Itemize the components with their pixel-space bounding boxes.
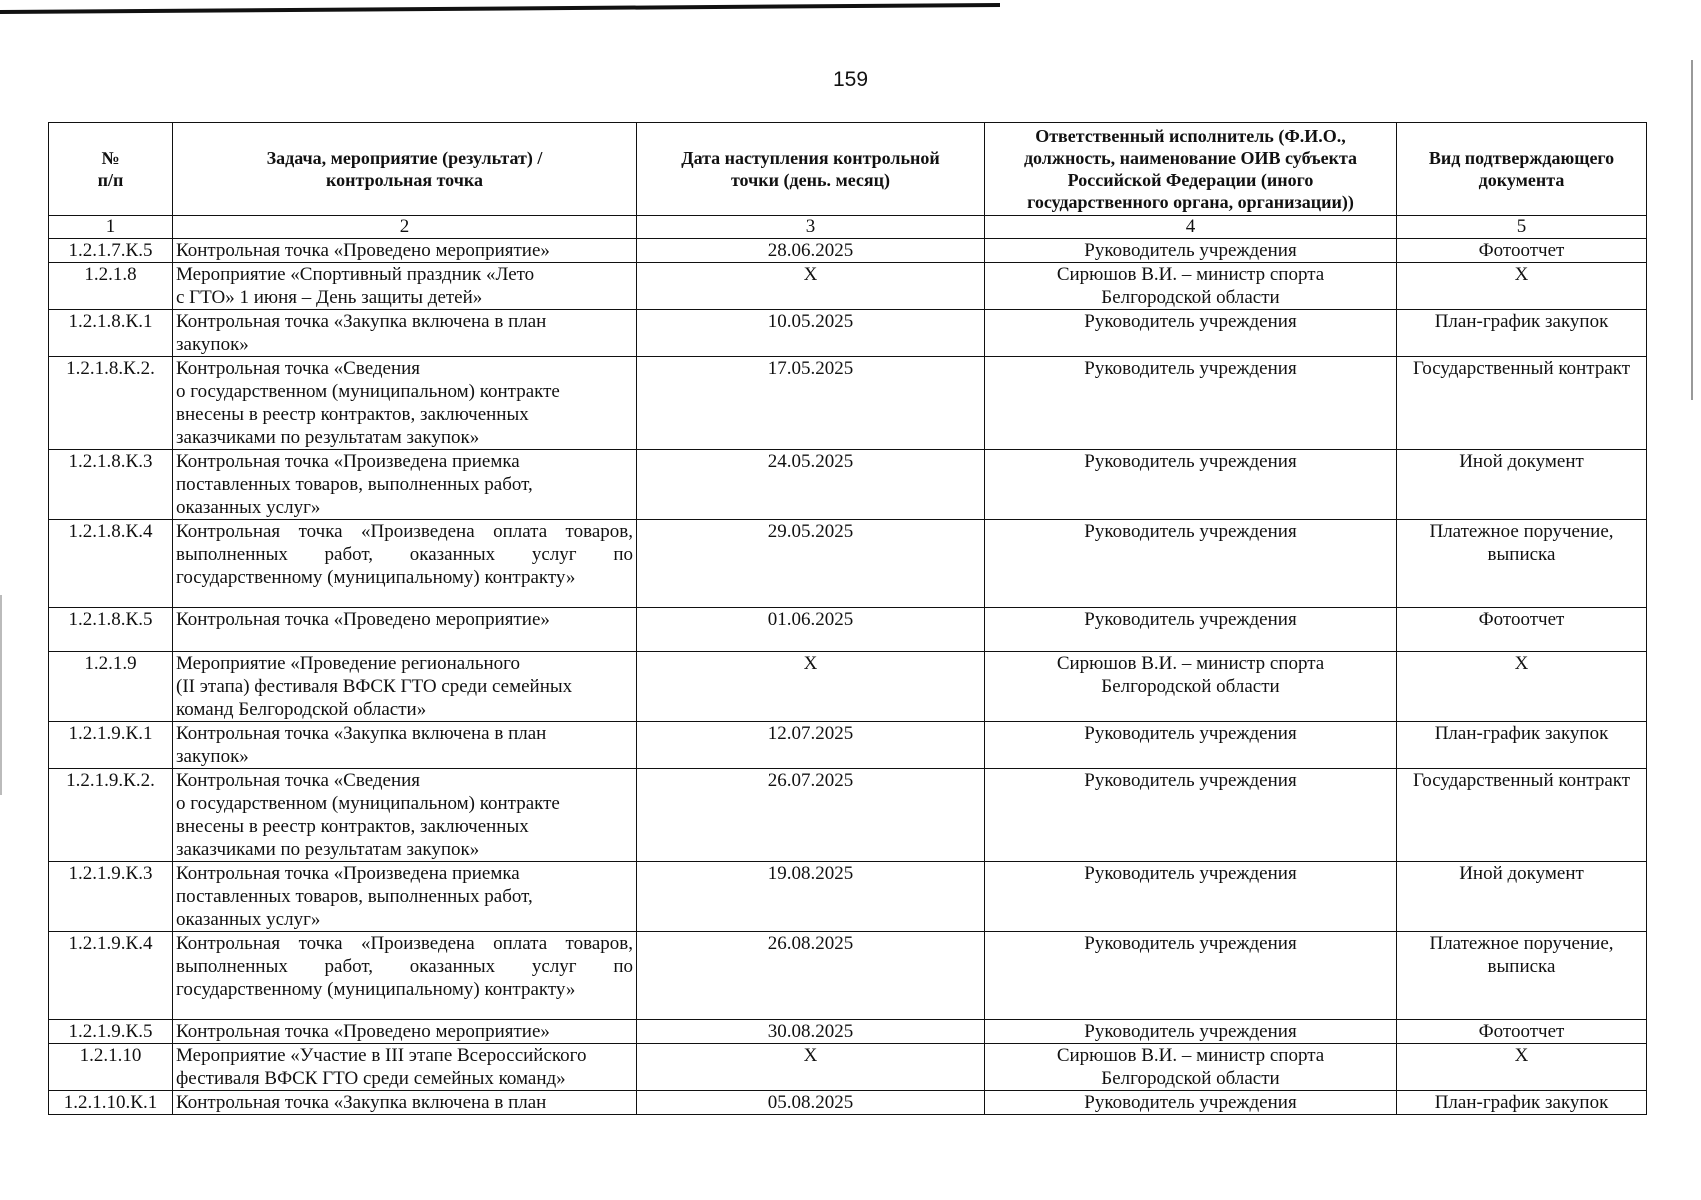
row-date: 29.05.2025 <box>637 520 985 608</box>
row-responsible: Руководитель учреждения <box>985 450 1397 520</box>
row-number: 1.2.1.9.К.4 <box>49 932 173 1020</box>
row-task: Контрольная точка «Закупка включена в план закупок» <box>173 722 637 769</box>
row-number: 1.2.1.10.К.1 <box>49 1091 173 1115</box>
row-task: Мероприятие «Спортивный праздник «Лето с ГТО» 1 июня – День защиты детей» <box>173 263 637 310</box>
row-task: Контрольная точка «Проведено мероприятие» <box>173 608 637 652</box>
table-row <box>49 1091 1647 1115</box>
header-date <box>637 123 985 216</box>
row-responsible: Руководитель учреждения <box>985 769 1397 862</box>
row-number: 1.2.1.8.К.3 <box>49 450 173 520</box>
row-document: Х <box>1397 1044 1647 1091</box>
control-points-table <box>48 122 1647 1115</box>
row-date: Х <box>637 263 985 310</box>
row-document: Иной документ <box>1397 450 1647 520</box>
row-number: 1.2.1.8 <box>49 263 173 310</box>
row-document: План-график закупок <box>1397 722 1647 769</box>
table-row <box>49 932 1647 1020</box>
row-document: План-график закупок <box>1397 310 1647 357</box>
table-row <box>49 239 1647 263</box>
header-label: Ответственный исполнитель (Ф.И.О., должность, наименование ОИВ субъекта Российской Федерации (иного государственного органа, организации)) <box>1023 126 1358 212</box>
row-task: Контрольная точка «Закупка включена в план закупок» <box>173 310 637 357</box>
row-responsible: Сирюшов В.И. – министр спорта Белгородской области <box>985 1044 1397 1091</box>
row-number: 1.2.1.7.К.5 <box>49 239 173 263</box>
table-row <box>49 722 1647 769</box>
row-date: 12.07.2025 <box>637 722 985 769</box>
row-responsible: Руководитель учреждения <box>985 357 1397 450</box>
row-date: 01.06.2025 <box>637 608 985 652</box>
header-label: Дата наступления контрольной точки (день. месяц) <box>681 148 940 190</box>
row-task: Контрольная точка «Произведена приемка поставленных товаров, выполненных работ, оказанных услуг» <box>173 862 637 932</box>
row-document: Государственный контракт <box>1397 357 1647 450</box>
row-date: 28.06.2025 <box>637 239 985 263</box>
table-row <box>49 450 1647 520</box>
column-number-row <box>49 216 1647 239</box>
row-date: 24.05.2025 <box>637 450 985 520</box>
table-row <box>49 1044 1647 1091</box>
row-responsible: Руководитель учреждения <box>985 932 1397 1020</box>
header-number <box>49 123 173 216</box>
column-number: 2 <box>173 216 637 239</box>
row-responsible: Руководитель учреждения <box>985 239 1397 263</box>
row-responsible: Руководитель учреждения <box>985 608 1397 652</box>
row-number: 1.2.1.8.К.4 <box>49 520 173 608</box>
row-date: 17.05.2025 <box>637 357 985 450</box>
row-document: Х <box>1397 652 1647 722</box>
scan-edge-line <box>0 595 2 795</box>
table-row <box>49 769 1647 862</box>
row-number: 1.2.1.8.К.1 <box>49 310 173 357</box>
row-date: Х <box>637 652 985 722</box>
row-number: 1.2.1.9.К.5 <box>49 1020 173 1044</box>
row-task: Контрольная точка «Произведена оплата товаров, выполненных работ, оказанных услуг по государственному (муниципальному) контракту» <box>173 520 637 608</box>
table-header-row <box>49 123 1647 216</box>
header-label: Задача, мероприятие (результат) / контрольная точка <box>266 148 543 190</box>
row-document: Фотоотчет <box>1397 608 1647 652</box>
row-number: 1.2.1.9 <box>49 652 173 722</box>
row-task: Контрольная точка «Проведено мероприятие» <box>173 1020 637 1044</box>
page-number: 159 <box>832 68 869 91</box>
row-date: 26.07.2025 <box>637 769 985 862</box>
row-document: Платежное поручение, выписка <box>1397 932 1647 1020</box>
row-document: Фотоотчет <box>1397 1020 1647 1044</box>
header-responsible <box>985 123 1397 216</box>
row-document: Фотоотчет <box>1397 239 1647 263</box>
row-date: 05.08.2025 <box>637 1091 985 1115</box>
row-task: Контрольная точка «Произведена оплата товаров, выполненных работ, оказанных услуг по государственному (муниципальному) контракту» <box>173 932 637 1020</box>
header-document <box>1397 123 1647 216</box>
table-row <box>49 608 1647 652</box>
header-label: Вид подтверждающего документа <box>1428 148 1615 190</box>
row-responsible: Руководитель учреждения <box>985 1020 1397 1044</box>
row-document: Х <box>1397 263 1647 310</box>
row-document: Государственный контракт <box>1397 769 1647 862</box>
row-number: 1.2.1.8.К.5 <box>49 608 173 652</box>
row-document: План-график закупок <box>1397 1091 1647 1115</box>
row-responsible: Сирюшов В.И. – министр спорта Белгородской области <box>985 652 1397 722</box>
header-task <box>173 123 637 216</box>
table-row <box>49 862 1647 932</box>
row-responsible: Сирюшов В.И. – министр спорта Белгородской области <box>985 263 1397 310</box>
row-responsible: Руководитель учреждения <box>985 1091 1397 1115</box>
row-responsible: Руководитель учреждения <box>985 862 1397 932</box>
row-document: Иной документ <box>1397 862 1647 932</box>
row-number: 1.2.1.9.К.2. <box>49 769 173 862</box>
row-responsible: Руководитель учреждения <box>985 310 1397 357</box>
row-task: Контрольная точка «Произведена приемка поставленных товаров, выполненных работ, оказанных услуг» <box>173 450 637 520</box>
table-row <box>49 263 1647 310</box>
table-row <box>49 652 1647 722</box>
table-row <box>49 310 1647 357</box>
row-number: 1.2.1.10 <box>49 1044 173 1091</box>
row-date: 26.08.2025 <box>637 932 985 1020</box>
row-task: Контрольная точка «Сведения о государственном (муниципальном) контракте внесены в реестр контрактов, заключенных заказчиками по результатам закупок» <box>173 769 637 862</box>
row-task: Мероприятие «Участие в III этапе Всероссийского фестиваля ВФСК ГТО среди семейных команд» <box>173 1044 637 1091</box>
row-number: 1.2.1.9.К.1 <box>49 722 173 769</box>
row-task: Мероприятие «Проведение регионального (II этапа) фестиваля ВФСК ГТО среди семейных команд Белгородской области» <box>173 652 637 722</box>
row-date: 30.08.2025 <box>637 1020 985 1044</box>
column-number: 5 <box>1397 216 1647 239</box>
column-number: 4 <box>985 216 1397 239</box>
row-number: 1.2.1.8.К.2. <box>49 357 173 450</box>
row-responsible: Руководитель учреждения <box>985 520 1397 608</box>
row-date: 19.08.2025 <box>637 862 985 932</box>
row-document: Платежное поручение, выписка <box>1397 520 1647 608</box>
row-responsible: Руководитель учреждения <box>985 722 1397 769</box>
header-label: № п/п <box>97 148 124 190</box>
table-row <box>49 1020 1647 1044</box>
row-number: 1.2.1.9.К.3 <box>49 862 173 932</box>
row-date: Х <box>637 1044 985 1091</box>
row-task: Контрольная точка «Проведено мероприятие» <box>173 239 637 263</box>
scan-edge-line <box>0 0 1000 14</box>
row-date: 10.05.2025 <box>637 310 985 357</box>
row-task: Контрольная точка «Сведения о государственном (муниципальном) контракте внесены в реестр контрактов, заключенных заказчиками по результатам закупок» <box>173 357 637 450</box>
scan-edge-line <box>1691 60 1693 400</box>
row-task: Контрольная точка «Закупка включена в план <box>173 1091 637 1115</box>
table-row <box>49 520 1647 608</box>
column-number: 3 <box>637 216 985 239</box>
column-number: 1 <box>49 216 173 239</box>
table-row <box>49 357 1647 450</box>
